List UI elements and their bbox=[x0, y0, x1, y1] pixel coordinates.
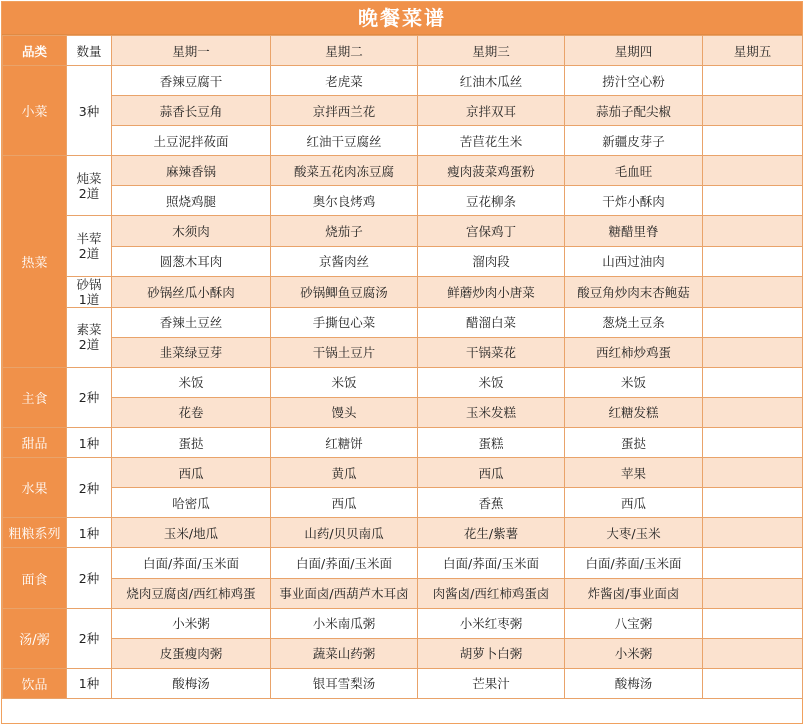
menu-cell: 酸梅汤 bbox=[112, 668, 271, 698]
menu-cell: 蛋糕 bbox=[418, 428, 565, 458]
menu-cell bbox=[703, 66, 803, 96]
menu-cell: 奥尔良烤鸡 bbox=[271, 186, 418, 216]
menu-cell bbox=[703, 307, 803, 337]
menu-cell: 鲜蘑炒肉小唐菜 bbox=[418, 276, 565, 307]
menu-cell: 蛋挞 bbox=[565, 428, 703, 458]
category-cell: 汤/粥 bbox=[3, 608, 67, 668]
table-row bbox=[3, 186, 803, 216]
table-row bbox=[3, 216, 803, 246]
menu-cell: 黄瓜 bbox=[271, 458, 418, 488]
menu-cell bbox=[703, 276, 803, 307]
menu-cell: 馒头 bbox=[271, 397, 418, 427]
menu-cell: 醋溜白菜 bbox=[418, 307, 565, 337]
menu-cell: 砂锅丝瓜小酥肉 bbox=[112, 276, 271, 307]
table-row bbox=[3, 488, 803, 518]
menu-body bbox=[3, 66, 803, 699]
menu-cell: 砂锅鲫鱼豆腐汤 bbox=[271, 276, 418, 307]
menu-cell: 溜肉段 bbox=[418, 246, 565, 276]
header-row bbox=[3, 36, 803, 66]
menu-cell: 苹果 bbox=[565, 458, 703, 488]
menu-cell bbox=[703, 337, 803, 367]
menu-cell: 京拌西兰花 bbox=[271, 96, 418, 126]
menu-cell bbox=[703, 397, 803, 427]
day-header-fri: 星期五 bbox=[703, 36, 803, 66]
category-cell: 水果 bbox=[3, 458, 67, 518]
menu-cell: 米饭 bbox=[418, 367, 565, 397]
menu-cell: 红油木瓜丝 bbox=[418, 66, 565, 96]
menu-cell: 糖醋里脊 bbox=[565, 216, 703, 246]
table-row bbox=[3, 458, 803, 488]
table-row bbox=[3, 578, 803, 608]
menu-table bbox=[2, 35, 803, 699]
menu-cell: 玉米发糕 bbox=[418, 397, 565, 427]
day-header-tue: 星期二 bbox=[271, 36, 418, 66]
count-cell: 3种 bbox=[67, 66, 112, 156]
table-row bbox=[3, 608, 803, 638]
count-cell: 2种 bbox=[67, 608, 112, 668]
menu-cell bbox=[703, 246, 803, 276]
subcategory-cell: 半荤 2道 bbox=[67, 216, 112, 276]
subcategory-cell: 砂锅 1道 bbox=[67, 276, 112, 307]
category-cell: 热菜 bbox=[3, 156, 67, 368]
table-row bbox=[3, 96, 803, 126]
menu-cell: 小米粥 bbox=[112, 608, 271, 638]
table-row bbox=[3, 246, 803, 276]
menu-cell bbox=[703, 428, 803, 458]
menu-cell: 干炸小酥肉 bbox=[565, 186, 703, 216]
menu-cell bbox=[703, 638, 803, 668]
menu-cell: 红糖发糕 bbox=[565, 397, 703, 427]
menu-cell: 木须肉 bbox=[112, 216, 271, 246]
menu-cell: 酸菜五花肉冻豆腐 bbox=[271, 156, 418, 186]
table-row bbox=[3, 126, 803, 156]
subcategory-cell: 炖菜 2道 bbox=[67, 156, 112, 216]
menu-cell: 蛋挞 bbox=[112, 428, 271, 458]
menu-cell: 山药/贝贝南瓜 bbox=[271, 518, 418, 548]
menu-cell: 苦苣花生米 bbox=[418, 126, 565, 156]
menu-cell bbox=[703, 608, 803, 638]
menu-cell: 香辣土豆丝 bbox=[112, 307, 271, 337]
menu-cell: 西红柿炒鸡蛋 bbox=[565, 337, 703, 367]
menu-cell: 干锅菜花 bbox=[418, 337, 565, 367]
menu-cell: 事业面卤/西葫芦木耳卤 bbox=[271, 578, 418, 608]
menu-cell: 西瓜 bbox=[418, 458, 565, 488]
menu-cell: 米饭 bbox=[565, 367, 703, 397]
menu-cell: 酸梅汤 bbox=[565, 668, 703, 698]
menu-cell: 土豆泥拌莜面 bbox=[112, 126, 271, 156]
category-cell: 小菜 bbox=[3, 66, 67, 156]
menu-cell bbox=[703, 186, 803, 216]
menu-cell: 西瓜 bbox=[565, 488, 703, 518]
day-header-mon: 星期一 bbox=[112, 36, 271, 66]
menu-cell: 银耳雪梨汤 bbox=[271, 668, 418, 698]
menu-cell: 小米南瓜粥 bbox=[271, 608, 418, 638]
menu-cell: 米饭 bbox=[271, 367, 418, 397]
table-row bbox=[3, 668, 803, 698]
menu-cell: 捞汁空心粉 bbox=[565, 66, 703, 96]
table-row bbox=[3, 66, 803, 96]
menu-cell: 新疆皮芽子 bbox=[565, 126, 703, 156]
menu-cell bbox=[703, 518, 803, 548]
category-cell: 饮品 bbox=[3, 668, 67, 698]
menu-cell: 皮蛋瘦肉粥 bbox=[112, 638, 271, 668]
menu-cell: 米饭 bbox=[112, 367, 271, 397]
menu-cell: 老虎菜 bbox=[271, 66, 418, 96]
menu-cell: 瘦肉菠菜鸡蛋粉 bbox=[418, 156, 565, 186]
menu-cell: 酸豆角炒肉末杏鲍菇 bbox=[565, 276, 703, 307]
menu-cell: 小米红枣粥 bbox=[418, 608, 565, 638]
menu-cell: 肉酱卤/西红柿鸡蛋卤 bbox=[418, 578, 565, 608]
menu-cell: 白面/荞面/玉米面 bbox=[565, 548, 703, 578]
menu-cell: 花生/紫薯 bbox=[418, 518, 565, 548]
menu-cell: 炸酱卤/事业面卤 bbox=[565, 578, 703, 608]
menu-cell: 香蕉 bbox=[418, 488, 565, 518]
menu-sheet bbox=[1, 1, 803, 724]
menu-cell bbox=[703, 548, 803, 578]
menu-cell: 胡萝卜白粥 bbox=[418, 638, 565, 668]
menu-cell bbox=[703, 216, 803, 246]
table-row bbox=[3, 548, 803, 578]
menu-cell: 宫保鸡丁 bbox=[418, 216, 565, 246]
count-cell: 1种 bbox=[67, 668, 112, 698]
menu-cell: 烧茄子 bbox=[271, 216, 418, 246]
table-row bbox=[3, 367, 803, 397]
menu-cell: 照烧鸡腿 bbox=[112, 186, 271, 216]
subcategory-cell: 素菜 2道 bbox=[67, 307, 112, 367]
menu-cell bbox=[703, 156, 803, 186]
count-cell: 2种 bbox=[67, 548, 112, 608]
menu-cell: 白面/荞面/玉米面 bbox=[418, 548, 565, 578]
menu-cell: 烧肉豆腐卤/西红柿鸡蛋 bbox=[112, 578, 271, 608]
menu-cell: 蒜香长豆角 bbox=[112, 96, 271, 126]
menu-cell: 麻辣香锅 bbox=[112, 156, 271, 186]
category-header: 品类 bbox=[3, 36, 67, 66]
count-cell: 2种 bbox=[67, 458, 112, 518]
table-row bbox=[3, 638, 803, 668]
menu-cell: 花卷 bbox=[112, 397, 271, 427]
menu-cell: 毛血旺 bbox=[565, 156, 703, 186]
menu-cell: 京拌双耳 bbox=[418, 96, 565, 126]
menu-cell bbox=[703, 578, 803, 608]
menu-cell: 西瓜 bbox=[112, 458, 271, 488]
table-row bbox=[3, 428, 803, 458]
menu-title: 晚餐菜谱 bbox=[2, 2, 802, 35]
menu-cell: 玉米/地瓜 bbox=[112, 518, 271, 548]
menu-cell: 韭菜绿豆芽 bbox=[112, 337, 271, 367]
menu-cell: 红油干豆腐丝 bbox=[271, 126, 418, 156]
menu-cell: 京酱肉丝 bbox=[271, 246, 418, 276]
day-header-wed: 星期三 bbox=[418, 36, 565, 66]
menu-cell: 葱烧土豆条 bbox=[565, 307, 703, 337]
category-cell: 粗粮系列 bbox=[3, 518, 67, 548]
menu-cell bbox=[703, 126, 803, 156]
category-cell: 主食 bbox=[3, 367, 67, 427]
menu-cell bbox=[703, 488, 803, 518]
menu-cell: 八宝粥 bbox=[565, 608, 703, 638]
menu-cell: 小米粥 bbox=[565, 638, 703, 668]
menu-cell: 哈密瓜 bbox=[112, 488, 271, 518]
menu-cell: 干锅土豆片 bbox=[271, 337, 418, 367]
table-row bbox=[3, 397, 803, 427]
count-header: 数量 bbox=[67, 36, 112, 66]
menu-cell: 蔬菜山药粥 bbox=[271, 638, 418, 668]
menu-cell bbox=[703, 96, 803, 126]
table-row bbox=[3, 307, 803, 337]
table-row bbox=[3, 337, 803, 367]
day-header-thu: 星期四 bbox=[565, 36, 703, 66]
menu-cell: 蒜茄子配尖椒 bbox=[565, 96, 703, 126]
category-cell: 甜品 bbox=[3, 428, 67, 458]
menu-cell: 芒果汁 bbox=[418, 668, 565, 698]
menu-cell: 手撕包心菜 bbox=[271, 307, 418, 337]
menu-cell: 红糖饼 bbox=[271, 428, 418, 458]
table-row bbox=[3, 276, 803, 307]
count-cell: 1种 bbox=[67, 518, 112, 548]
category-cell: 面食 bbox=[3, 548, 67, 608]
count-cell: 2种 bbox=[67, 367, 112, 427]
menu-cell: 圆葱木耳肉 bbox=[112, 246, 271, 276]
menu-cell: 白面/荞面/玉米面 bbox=[271, 548, 418, 578]
menu-cell bbox=[703, 367, 803, 397]
menu-cell: 香辣豆腐干 bbox=[112, 66, 271, 96]
menu-cell: 山西过油肉 bbox=[565, 246, 703, 276]
menu-cell: 大枣/玉米 bbox=[565, 518, 703, 548]
menu-cell bbox=[703, 668, 803, 698]
menu-cell: 豆花柳条 bbox=[418, 186, 565, 216]
table-row bbox=[3, 156, 803, 186]
table-row bbox=[3, 518, 803, 548]
count-cell: 1种 bbox=[67, 428, 112, 458]
menu-cell: 白面/荞面/玉米面 bbox=[112, 548, 271, 578]
menu-cell bbox=[703, 458, 803, 488]
menu-cell: 西瓜 bbox=[271, 488, 418, 518]
